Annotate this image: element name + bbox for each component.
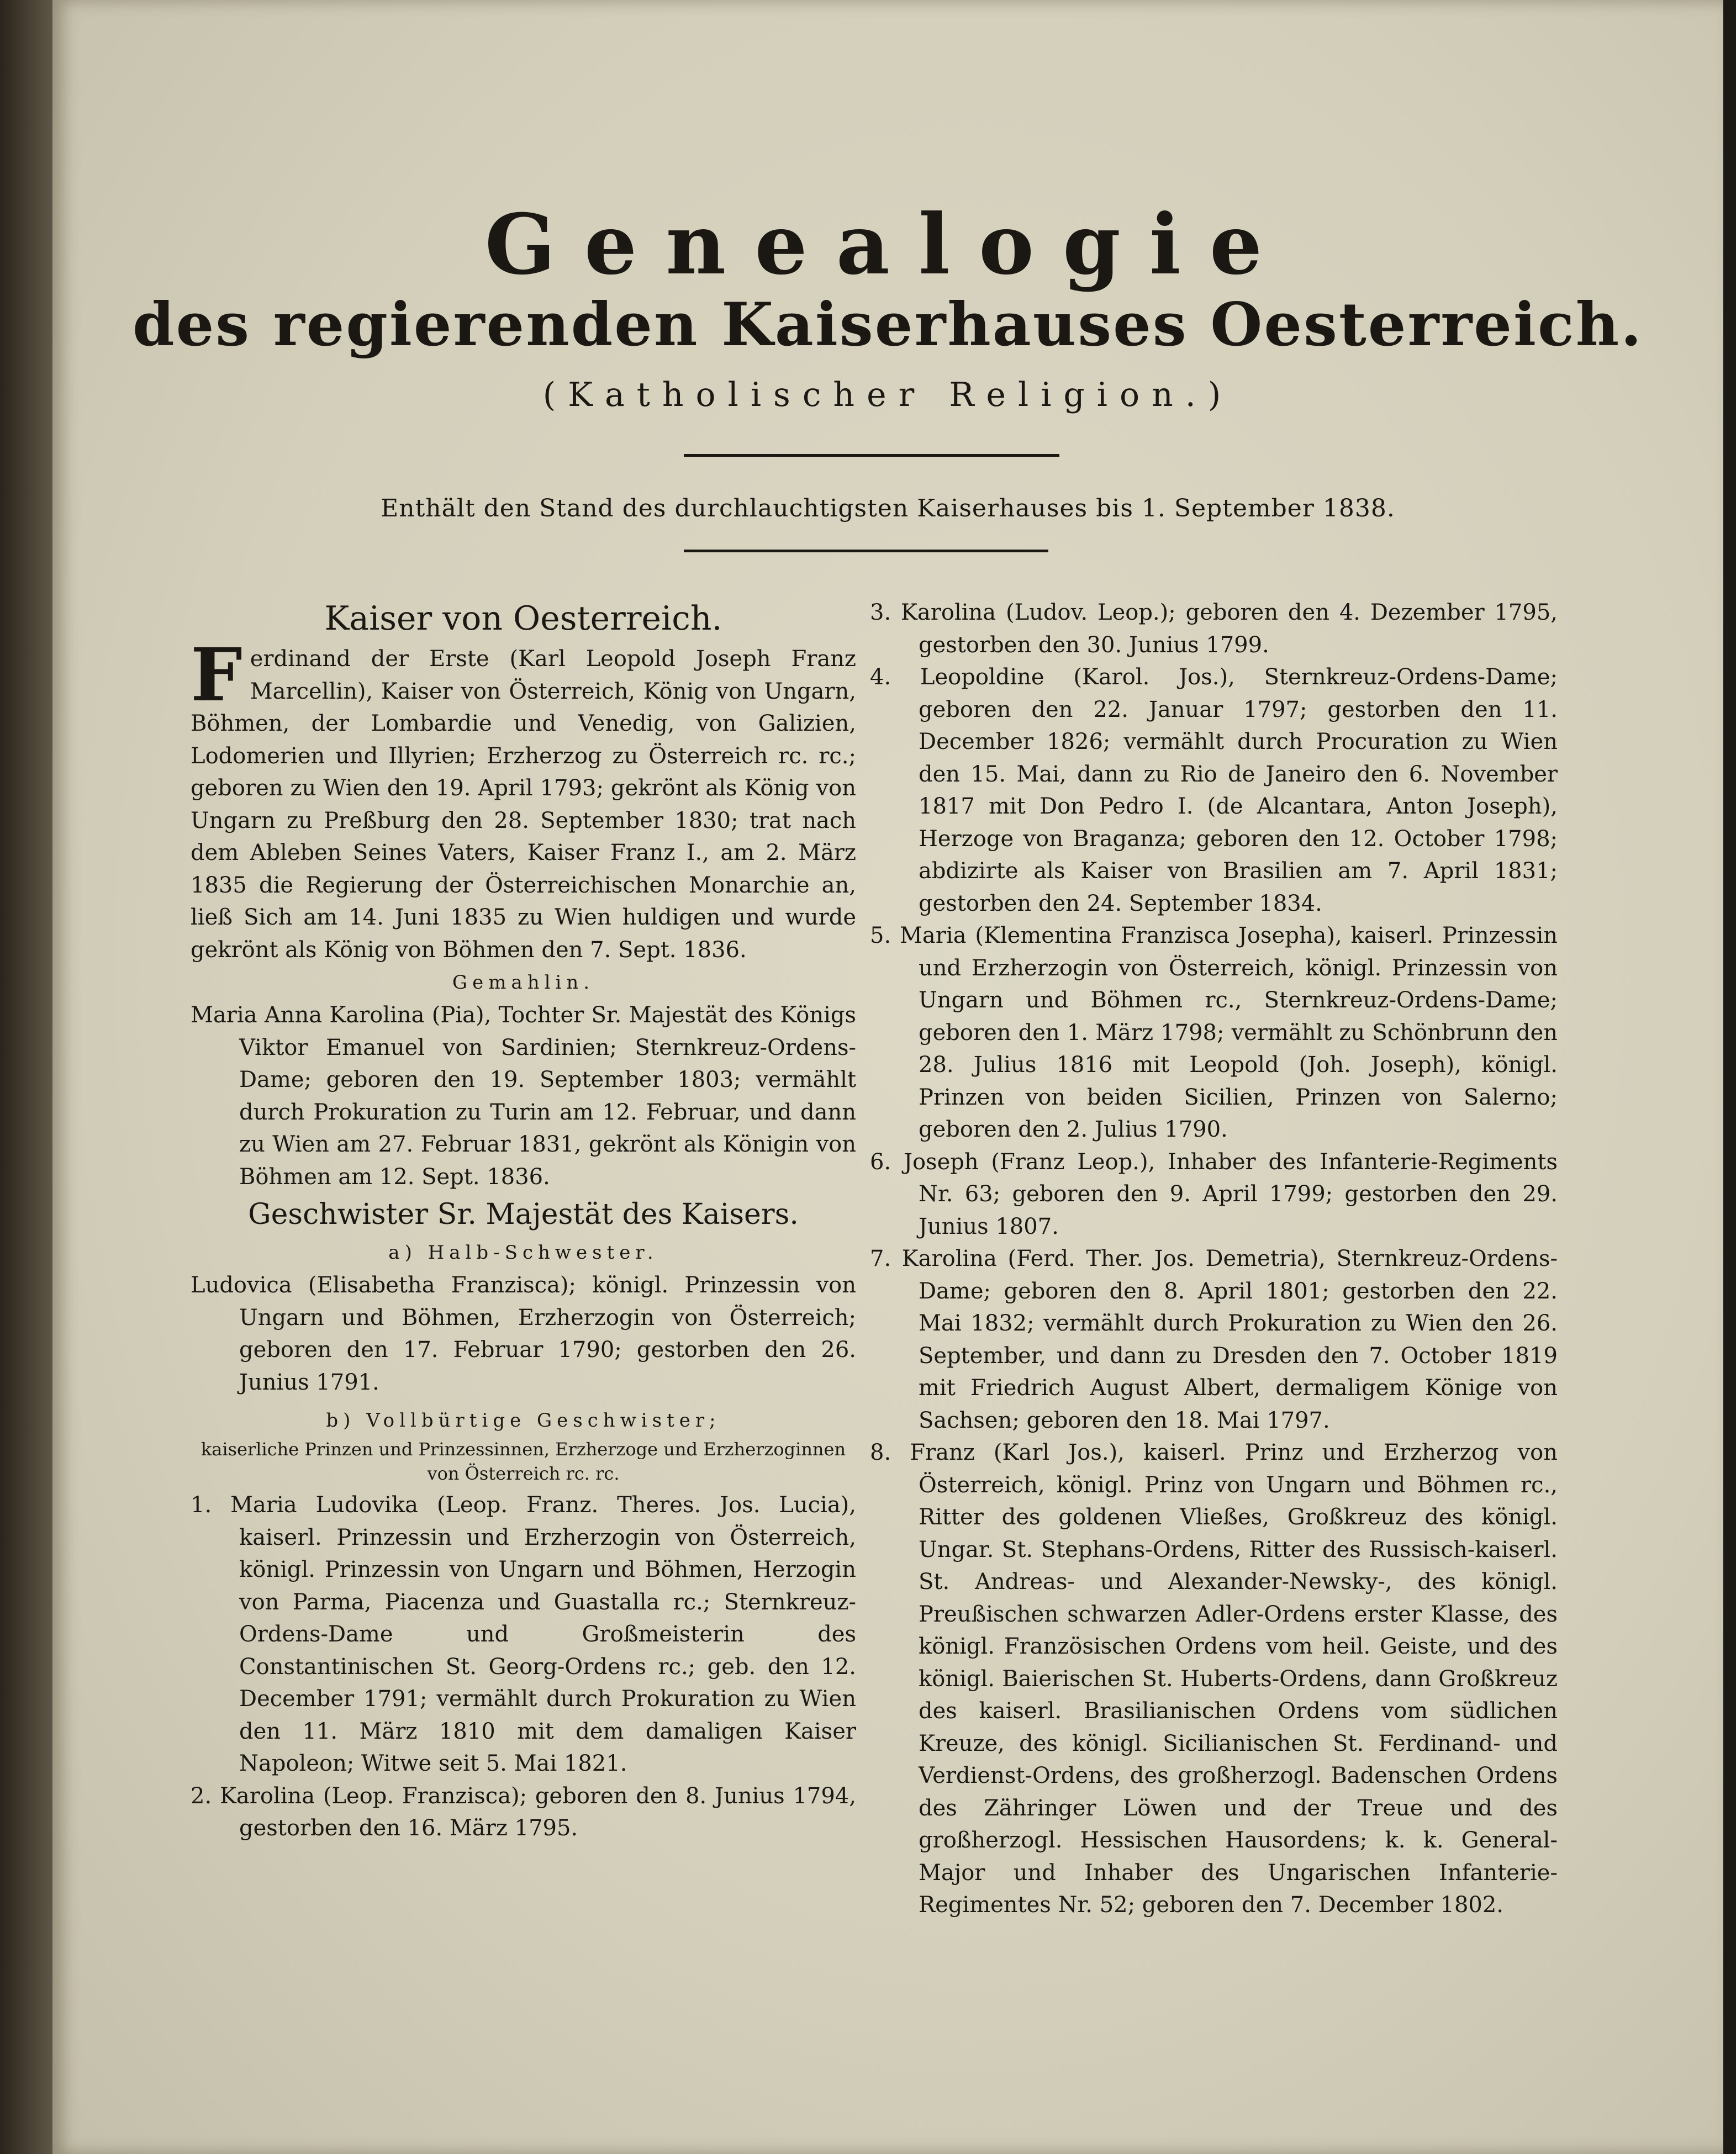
page-subtitle: des regierenden Kaiserhauses Oesterreich. xyxy=(133,290,1643,360)
divider-bottom xyxy=(684,550,1048,552)
right-column xyxy=(870,596,1558,1921)
emperor-heading: Kaiser von Oesterreich. xyxy=(324,599,722,638)
sibling-entry: 8. Franz (Karl Jos.), kaiserl. Prinz und Erzherzog von Österreich, königl. Prinz von Ungarn und Böhmen rc., Ritter des goldenen Vließes, Großkreuz des königl. Ungar. St. Stephans-Ordens, Ritter des Russisch-kaiserl. St. Andreas- und Alexander-Newsky-, des königl. Preußischen schwarzen Adler-Ordens erster Klasse, des königl. Französischen Ordens vom heil. Geiste, und des königl. Baierischen St. Huberts-Ordens, dann Großkreuz des kaiserl. Brasilianischen Ordens vom südlichen Kreuze, des königl. Sicilianischen St. Ferdinand- und Verdienst-Ordens, des großherzogl. Badenschen Ordens des Zähringer Löwen und der Treue und des großherzogl. Hessischen Hausordens; k. k. General-Major und Inhaber des Ungarischen Infanterie-Regimentes Nr. 52; geboren den 7. December 1802. xyxy=(870,1440,1558,1918)
sibling-entry: 1. Maria Ludovika (Leop. Franz. Theres. Jos. Lucia), kaiserl. Prinzessin und Erzherzogin von Österreich, königl. Prinzessin von Ungarn und Böhmen, Herzogin von Parma, Piacenza und Guastalla rc.; Sternkreuz-Ordens-Dame und Großmeisterin des Constantinischen St. Georg-Ordens rc.; geb. den 12. December 1791; vermählt durch Prokuration zu Wien den 11. März 1810 mit dem damaligen Kaiser Napoleon; Witwe seit 5. Mai 1821. xyxy=(191,1492,856,1776)
sibling-entry: 3. Karolina (Ludov. Leop.); geboren den 4. Dezember 1795, gestorben den 30. Junius 1799. xyxy=(870,600,1558,658)
religion-note: (Katholischer Religion.) xyxy=(542,376,1233,414)
half-sibling-label: a) Halb-Schwester. xyxy=(388,1242,658,1264)
sibling-entry: 5. Maria (Klementina Franzisca Josepha), kaiserl. Prinzessin und Erzherzogin von Österreich, königl. Prinzessin von Ungarn und Böhmen rc., Sternkreuz-Ordens-Dame; geboren den 1. März 1798; vermählt zu Schönbrunn den 28. Julius 1816 mit Leopold (Joh. Joseph), königl. Prinzen von beiden Sicilien, Prinzen von Salerno; geboren den 2. Julius 1790. xyxy=(870,923,1558,1142)
book-gutter xyxy=(0,0,52,2154)
emperor-text: erdinand der Erste (Karl Leopold Joseph Franz Marcellin), Kaiser von Österreich, König von Ungarn, Böhmen, der Lombardie und Venedig, von Galizien, Lodomerien und Illyrien; Erzherzog zu Österreich rc. rc.; geboren zu Wien den 19. April 1793; gekrönt als König von Ungarn zu Preßburg den 28. September 1830; trat nach dem Ableben Seines Vaters, Kaiser Franz I., am 2. März 1835 die Regierung der Österreichischen Monarchie an, ließ Sich am 14. Juni 1835 zu Wien huldigen und wurde gekrönt als König von Böhmen den 7. Sept. 1836. xyxy=(191,646,856,963)
dropcap: F xyxy=(191,632,242,718)
emperor-entry xyxy=(191,632,856,966)
siblings-heading: Geschwister Sr. Majestät des Kaisers. xyxy=(248,1198,799,1231)
ludovica-entry: Ludovica (Elisabetha Franzisca); königl. Prinzessin von Ungarn und Böhmen, Erzherzogin von Österreich; geboren den 17. Februar 1790; gestorben den 26. Junius 1791. xyxy=(191,1273,856,1395)
sibling-entry: 4. Leopoldine (Karol. Jos.), Sternkreuz-Ordens-Dame; geboren den 22. Januar 1797; gestorben den 11. December 1826; vermählt durch Procuration zu Wien den 15. Mai, dann zu Rio de Janeiro den 6. November 1817 mit Don Pedro I. (de Alcantara, Anton Joseph), Herzoge von Braganza; geboren den 12. October 1798; abdizirte als Kaiser von Brasilien am 7. April 1831; gestorben den 24. September 1834. xyxy=(870,664,1558,916)
state-note: Enthält den Stand des durchlauchtigsten Kaiserhauses bis 1. September 1838. xyxy=(381,494,1395,522)
divider-top xyxy=(684,454,1059,457)
page-title: Genealogie xyxy=(484,196,1291,293)
consort-entry: Maria Anna Karolina (Pia), Tochter Sr. Majestät des Königs Viktor Emanuel von Sardinien; Sternkreuz-Ordens-Dame; geboren den 19. September 1803; vermählt durch Prokuration zu Turin am 12. Februar, und dann zu Wien am 27. Februar 1831, gekrönt als Königin von Böhmen am 12. Sept. 1836. xyxy=(191,1002,856,1190)
sibling-entry: 2. Karolina (Leop. Franzisca); geboren den 8. Junius 1794, gestorben den 16. März 1795. xyxy=(191,1783,856,1841)
sibling-entry: 6. Joseph (Franz Leop.), Inhaber des Infanterie-Regiments Nr. 63; geboren den 9. April 1799; gestorben den 29. Junius 1807. xyxy=(870,1149,1558,1239)
left-column xyxy=(191,596,856,1845)
full-sibling-note: kaiserliche Prinzen und Prinzessinnen, Erzherzoge und Erzherzoginnen von Österreich rc. rc. xyxy=(200,1439,846,1484)
full-sibling-label: b) Vollbürtige Geschwister; xyxy=(326,1409,721,1432)
consort-label: Gemahlin. xyxy=(452,972,595,994)
sibling-entry: 7. Karolina (Ferd. Ther. Jos. Demetria), Sternkreuz-Ordens-Dame; geboren den 8. April 1801; gestorben den 22. Mai 1832; vermählt durch Prokuration zu Wien den 26. September, und dann zu Dresden den 7. October 1819 mit Friedrich August Albert, dermaligem Könige von Sachsen; geboren den 18. Mai 1797. xyxy=(870,1246,1558,1433)
